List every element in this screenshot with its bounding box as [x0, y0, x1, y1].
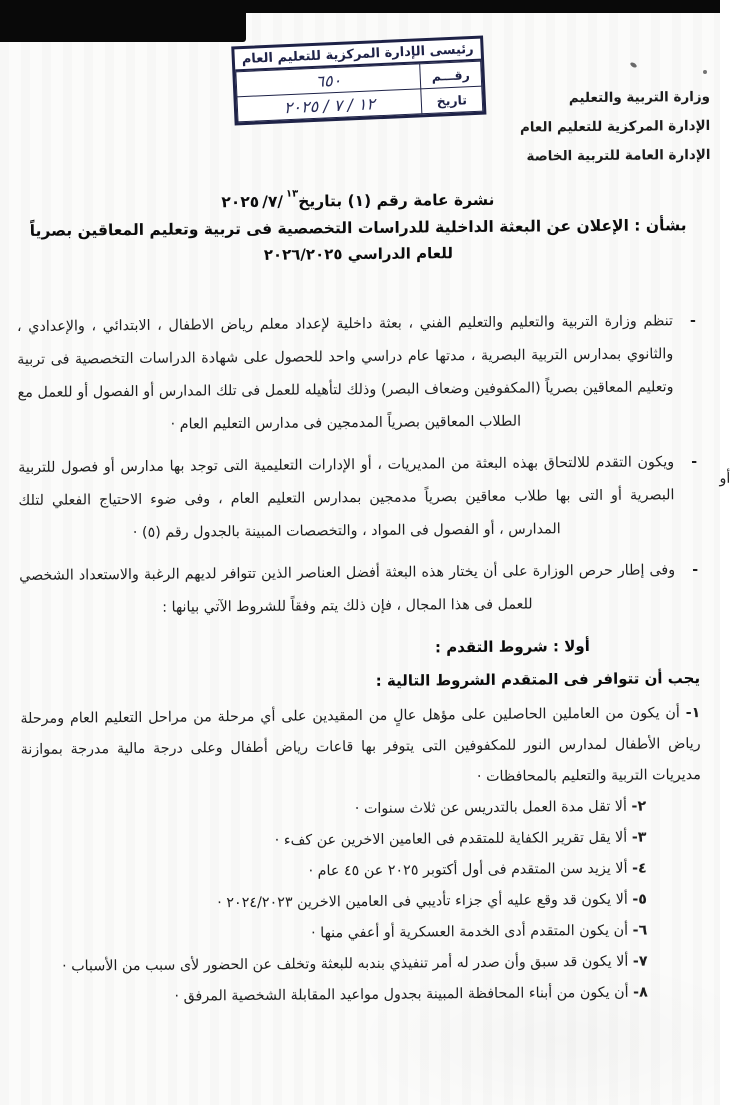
condition-text: أن يكون من أبناء المحافظة المبينة بجدول مواعيد المقابلة الشخصية المرفق · [174, 984, 629, 1005]
paragraph-text: تنظم وزارة التربية والتعليم والتعليم الفني ، بعثة داخلية لإعداد معلم رياض الاطفال ، الابتدائي ، والإعدادي ، والثانوي بمدارس التربية البصرية ، مدتها عام دراسي واحد للحصول على شهادة الدراسات التخصصية فى تربية وتعليم المعاقين بصرياً (المكفوفين وضعاف البصر) وذلك لتأهيله للعمل فى تلك المدارس أو الفصول أو للعمل مع الطلاب المعاقين بصرياً المدمجين فى مدارس التعليم العام · [16, 313, 674, 433]
body-paragraph [19, 554, 700, 626]
stamp-table [235, 61, 483, 123]
stamp-number-label: رقـــم [420, 61, 482, 89]
condition-number: ٢- [631, 798, 647, 815]
condition-text: ألا يزيد سن المتقدم فى أول أكتوبر ٢٠٢٥ عن ٤٥ عام · [308, 860, 628, 880]
bulletin-date [221, 188, 299, 212]
condition-text: ألا تقل مدة العمل بالتدريس عن ثلاث سنوات · [354, 798, 628, 818]
letterhead-line-special-education: الإدارة العامة للتربية الخاصة [526, 146, 711, 165]
document-body [17, 305, 703, 1014]
conditions-list [20, 698, 703, 1014]
body-paragraph [17, 305, 698, 443]
section-heading-conditions: أولا : شروط التقدم : [434, 637, 590, 657]
bulletin-academic-year-line: للعام الدراسي ٢٠٢٦/٢٠٢٥ [263, 244, 454, 264]
stamp-number-value: ٦٥٠ [236, 64, 421, 97]
condition-number: ١- [685, 705, 701, 722]
bulletin-date-month: /٧/ [262, 192, 284, 211]
bulletin-date-day: ١٣ [285, 188, 299, 200]
condition-number: ٥- [632, 891, 648, 908]
bulletin-date-year: ٢٠٢٥ [221, 192, 260, 212]
bulletin-number-line [0, 189, 718, 213]
bullet-dash: - [689, 313, 697, 330]
bullet-dash: - [691, 454, 698, 471]
page-edge-text-fragment: أو [719, 470, 731, 487]
section-subheading-requirements: يجب أن تتوافر فى المتقدم الشروط التالية : [375, 669, 701, 690]
condition-item [20, 698, 701, 797]
bulletin-number-text: نشرة عامة رقم (١) بتاريخ [298, 190, 495, 211]
condition-number: ٨- [633, 984, 648, 1001]
bulletin-title-block [0, 189, 718, 266]
stamp-date-label: تاريخ [421, 86, 483, 114]
condition-number: ٤- [631, 860, 647, 877]
stamp-date-value: ١٢ / ٧ / ٢٠٢٥ [237, 89, 422, 122]
condition-text: ألا يكون قد سبق وأن صدر له أمر تنفيذي بندبه للبعثة وتخلف عن الحضور لأى سبب من الأسباب · [62, 953, 629, 975]
letterhead-line-central-admin: الإدارة المركزية للتعليم العام [519, 117, 711, 136]
body-paragraph [18, 446, 699, 551]
condition-text: ألا يقل تقرير الكفاية للمتقدم فى العامين الاخرين عن كفء · [274, 829, 628, 849]
ministry-letterhead [520, 83, 711, 172]
bullet-dash: - [692, 562, 699, 579]
condition-text: ألا يكون قد وقع عليه أي جزاء تأديبي فى العامين الاخرين ٢٠٢٤/٢٠٢٣ · [217, 891, 628, 912]
condition-text: أن يكون المتقدم أدى الخدمة العسكرية أو أعفي منها · [311, 922, 629, 942]
condition-number: ٦- [632, 922, 648, 939]
condition-text: أن يكون من العاملين الحاصلين على مؤهل عالٍ من المقيدين على أي مرحلة من مراحل التعليم العام ومرحلة رياض الأطفال لمدارس النور للمكفوفين التى يتوفر بها قاعات رياض أطفال وعلى درجة مالية مدرجة بموازنة مديريات التربية والتعليم بالمحافظات · [20, 705, 701, 785]
registry-stamp [231, 36, 486, 126]
condition-number: ٧- [632, 953, 648, 970]
paragraph-text: وفى إطار حرص الوزارة على أن يختار هذه البعثة أفضل العناصر الذين تتوافر لديهم الرغبة والاستعداد الشخصي للعمل فى هذا المجال ، فإن ذلك يتم وفقاً للشروط الآتي بيانها : [19, 562, 676, 616]
condition-number: ٣- [631, 829, 647, 846]
paragraph-text: ويكون التقدم للالتحاق بهذه البعثة من المديريات ، أو الإدارات التعليمية التى توجد بها مدارس أو فصول للتربية البصرية أو التى بها طلاب معاقين بصرياً مدمجين بمدارس التعليم العام ، وفى ضوء الاحتياج الفعلي لتلك المدارس ، أو الفصول فى المواد ، والتخصصات المبينة بالجدول رقم (٥) · [18, 454, 675, 541]
bulletin-subject-line: بشأن : الإعلان عن البعثة الداخلية للدراسات التخصصية فى تربية وتعليم المعاقين بصرياً [29, 216, 687, 240]
letterhead-line-ministry: وزارة التربية والتعليم [568, 88, 711, 107]
condition-item [23, 978, 648, 1014]
stamp-title: رئيسى الإدارة المركزية للتعليم العام [234, 39, 481, 72]
